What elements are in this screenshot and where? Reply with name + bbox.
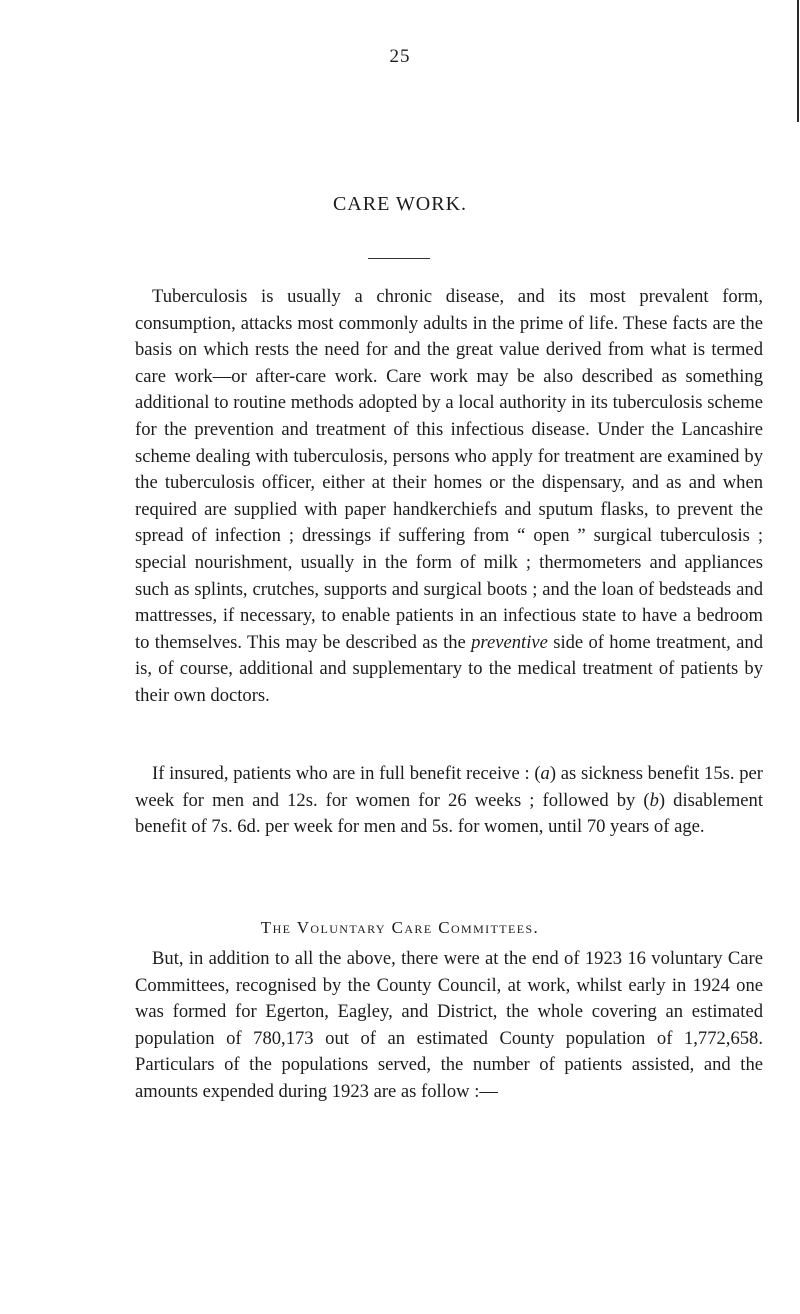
page-title: CARE WORK. [332, 193, 468, 215]
paragraph-text: ) as sickness benefit 15s. per week for men and 12s. for women for 26 weeks ; followed by ( [135, 763, 763, 811]
page-number: 25 [389, 46, 411, 67]
paragraph-text: Tuberculosis is usually a chronic disease, and its most prevalent form, consumption, attacks most commonly adults in the prime of life. These facts are the basis on which rests the need for and the great value derived from what is termed care work—or after-care work. Care work may be also described as something additional to routine methods adopted by a local authority in its tuberculosis scheme for the prevention and treatment of this infectious disease. Under the Lancashire scheme dealing with tuberculosis, persons who apply for treatment are examined by the tuberculosis officer, either at their homes or the dispensary, and as and when required are supplied with paper handkerchiefs and sputum flasks, to prevent the spread of infection ; dressings if suffering from “ open ” surgical tuberculosis ; special nourishment, usually in the form of milk ; thermometers and appliances such as splints, crutches, supports and surgical boots ; and the loan of bedsteads and mattresses, if necessary, to enable patients in an infectious state to have a bedroom to themselves. This may be described as the [135, 286, 763, 653]
paragraph-text: If insured, patients who are in full benefit receive : ( [152, 763, 541, 784]
emphasis-text: preventive [471, 631, 548, 653]
title-divider [368, 258, 430, 259]
paragraph-text: side of home treatment, and is, of course, additional and supplementary to the medical treatment of patients by their own doctors. [135, 631, 763, 706]
list-marker-b: b [649, 789, 659, 811]
list-marker-a: a [540, 763, 550, 784]
paragraph-text: ) disablement benefit of 7s. 6d. per week for men and 5s. for women, until 70 years of age. [135, 789, 763, 838]
paragraph-committees: But, in addition to all the above, there were at the end of 1923 16 voluntary Care Committees, recognised by the County Council, at work, whilst early in 1924 one was formed for Egerton, Eagley, and District, the whole covering an estimated population of 780,173 out of an estimated County population of 1,772,658. Particulars of the populations served, the number of patients assisted, and the amounts expended during 1923 are as follow :— [135, 948, 763, 1102]
paragraph-benefits [135, 761, 763, 841]
paragraph-care-work [135, 284, 763, 710]
section-heading: The Voluntary Care Committees. [260, 918, 540, 937]
